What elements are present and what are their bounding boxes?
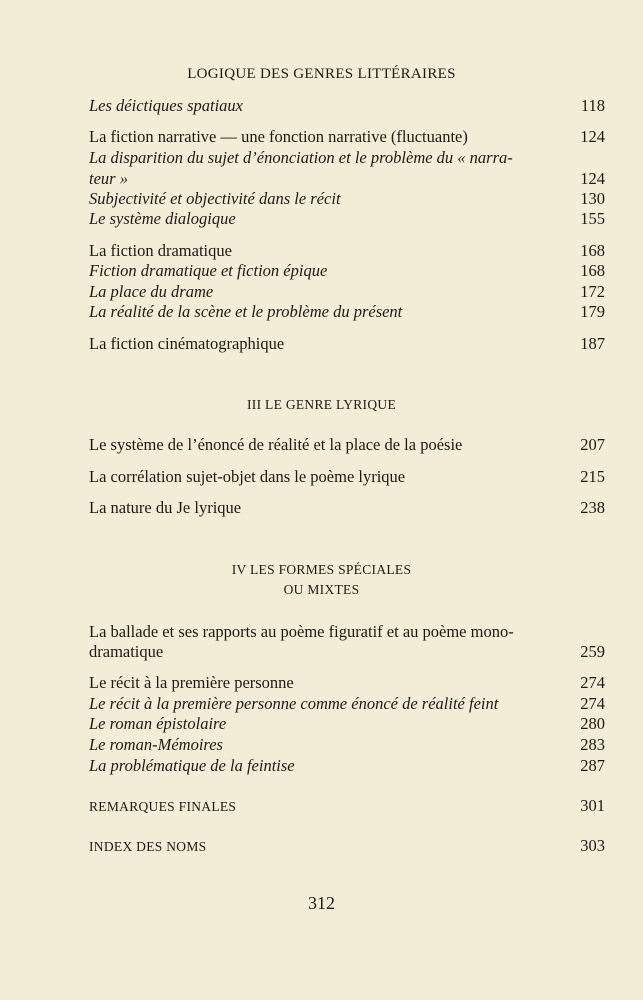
toc-entry-page: 168: [580, 241, 605, 260]
toc-entry: [89, 796, 605, 818]
toc-entry-label-line1: La ballade et ses rapports au poème figuratif et au poème mono-: [89, 622, 514, 641]
toc-entry-label: Le roman-Mémoires: [89, 735, 223, 754]
toc-entry-label-line1: La disparition du sujet d’énonciation et le problème du « narra-: [89, 148, 513, 167]
toc-entry: [89, 189, 605, 211]
toc-entry-label: Fiction dramatique et fiction épique: [89, 261, 328, 280]
section-heading: III LE GENRE LYRIQUE: [247, 397, 396, 412]
toc-entry: [89, 694, 605, 716]
toc-entry-label: La corrélation sujet-objet dans le poème lyrique: [89, 467, 406, 486]
toc-entry: [89, 209, 605, 231]
toc-entry: [89, 673, 605, 695]
section-heading: IV LES FORMES SPÉCIALES: [231, 562, 412, 577]
toc-entry: [89, 435, 605, 457]
toc-entry-page: 283: [580, 735, 605, 754]
toc-entry-label: INDEX DES NOMS: [89, 839, 207, 854]
toc-entry: [89, 334, 605, 356]
toc-entry-label: La place du drame: [89, 282, 214, 301]
toc-entry-page: 259: [580, 642, 605, 661]
toc-entry-page: 130: [580, 189, 605, 208]
toc-entry-label: Le roman épistolaire: [89, 714, 227, 733]
toc-entry: [89, 498, 605, 520]
toc-entry: [89, 642, 605, 664]
toc-entry-label: La fiction cinématographique: [89, 334, 285, 353]
toc-entry-label: La réalité de la scène et le problème du présent: [89, 302, 403, 321]
toc-entry-page: 215: [580, 467, 605, 486]
toc-entry-page: 207: [580, 435, 605, 454]
toc-entry-label-line2: dramatique: [89, 642, 164, 661]
toc-entry: [89, 714, 605, 736]
toc-entry-label: La fiction dramatique: [89, 241, 232, 260]
toc-entry-label: Le récit à la première personne comme énoncé de réalité feint: [89, 694, 499, 713]
toc-entry-label-line2: teur »: [89, 169, 128, 188]
toc-entry-page: 172: [580, 282, 605, 301]
toc-entry-label: Subjectivité et objectivité dans le récit: [89, 189, 341, 208]
toc-entry: [89, 756, 605, 778]
toc-entry-label: Le système dialogique: [89, 209, 236, 228]
folio: 312: [308, 893, 335, 913]
toc-entry: [89, 467, 605, 489]
toc-entry-page: 287: [580, 756, 605, 775]
toc-entry: [89, 96, 605, 118]
toc-entry-label: REMARQUES FINALES: [89, 799, 237, 814]
toc-entry-page: 187: [580, 334, 605, 353]
toc-entry: [89, 261, 605, 283]
toc-entry-page: 280: [580, 714, 605, 733]
toc-entry-label: La nature du Je lyrique: [89, 498, 242, 517]
toc-entry-label: Le récit à la première personne: [89, 673, 294, 692]
toc-entry: [89, 241, 605, 263]
toc-entry: [89, 302, 605, 324]
toc-entry-label: Le système de l’énoncé de réalité et la place de la poésie: [89, 435, 463, 454]
toc-entry: [89, 127, 605, 149]
toc-entry-page: 301: [580, 796, 605, 815]
toc-entry-label: La fiction narrative — une fonction narrative (fluctuante): [89, 127, 468, 146]
toc-entry-page: 274: [580, 673, 605, 692]
toc-entry-page: 303: [580, 836, 605, 855]
toc-entry: [89, 282, 605, 304]
section-heading-line2: OU MIXTES: [283, 582, 360, 597]
toc-entry-label: La problématique de la feintise: [89, 756, 295, 775]
toc-entry-page: 118: [580, 96, 605, 115]
toc-entry-page: 124: [580, 127, 605, 146]
running-header: LOGIQUE DES GENRES LITTÉRAIRES: [187, 66, 456, 82]
toc-entry-page: 124: [580, 169, 605, 188]
toc-entry-page: 274: [580, 694, 605, 713]
toc-entry-label: Les déictiques spatiaux: [89, 96, 243, 115]
toc-entry: [89, 836, 605, 858]
toc-entry-page: 179: [580, 302, 605, 321]
toc-entry-page: 155: [580, 209, 605, 228]
toc-entry: [89, 169, 605, 191]
toc-entry-page: 168: [580, 261, 605, 280]
toc-entry-page: 238: [580, 498, 605, 517]
toc-entry: [89, 735, 605, 757]
